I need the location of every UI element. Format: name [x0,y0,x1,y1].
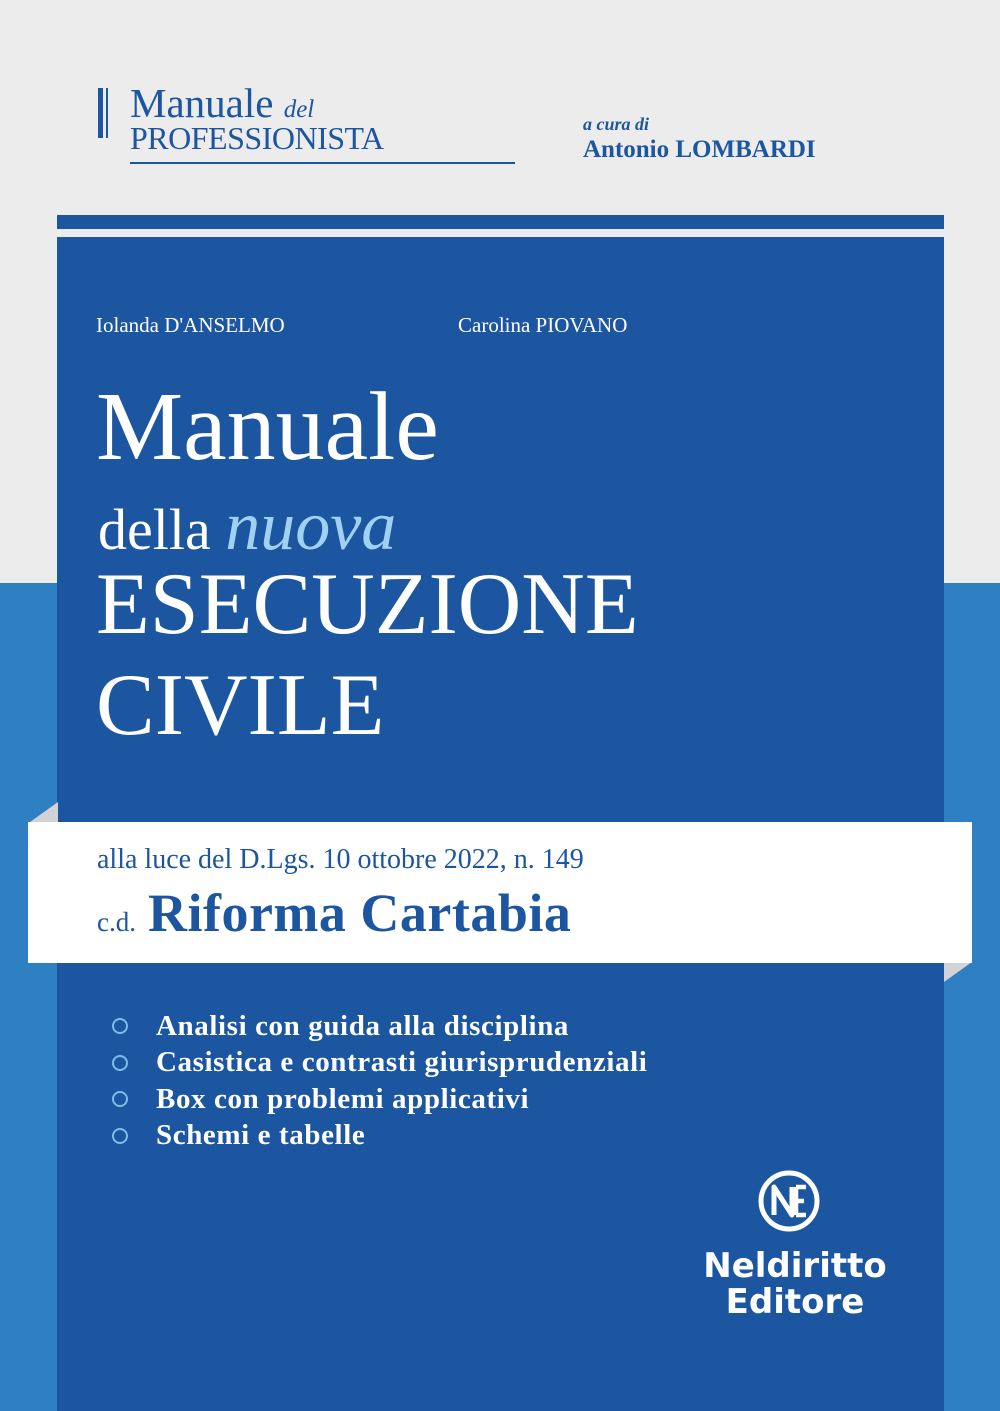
publisher-name-line2: Editore [725,1282,865,1322]
series-title-del: del [283,96,315,123]
title-della: della [98,497,211,562]
ribbon-fold-left [30,802,58,822]
ribbon-cd: c.d. [97,907,136,937]
feature-item [112,1081,647,1118]
title-line-esecuzione: ESECUZIONE [96,556,639,653]
author-1: Iolanda D'ANSELMO [96,313,285,337]
ribbon-decree-text: alla luce del D.Lgs. 10 ottobre 2022, n. 149 [97,844,584,875]
feature-item [112,1045,647,1082]
curator-block [583,113,816,165]
series-underline [130,162,515,164]
title-nuova: nuova [225,488,397,565]
subtitle-ribbon [28,822,972,963]
ribbon-reform-name: Riforma Cartabia [147,883,572,943]
feature-item [112,1008,647,1045]
bullet-icon [112,1128,128,1144]
publisher-logo [686,1170,906,1340]
title-line-della-nuova [98,488,397,565]
author-2: Carolina PIOVANO [458,313,628,337]
series-logo-bar [98,88,103,138]
series-subtitle: PROFESSIONISTA [130,120,384,156]
bullet-icon [112,1091,128,1107]
bullet-icon [112,1055,128,1071]
ribbon-fold-right [944,962,972,982]
curator-name: Antonio LOMBARDI [583,136,816,163]
ribbon-reform-line [97,882,571,944]
series-title-main: Manuale [130,80,274,126]
ne-monogram-icon [758,1170,820,1232]
feature-list [112,1008,647,1154]
feature-item [112,1118,647,1155]
feature-text: Schemi e tabelle [156,1119,366,1152]
feature-text: Box con problemi applicativi [156,1082,530,1115]
bullet-icon [112,1018,128,1034]
title-line-civile: CIVILE [96,657,385,754]
feature-text: Analisi con guida alla disciplina [156,1009,570,1042]
feature-text: Casistica e contrasti giurisprudenziali [156,1046,648,1079]
panel-top-rule [57,215,944,229]
title-line-manuale: Manuale [96,373,439,481]
series-logo-bar-thin [106,88,108,138]
publisher-name-line1: Neldiritto [703,1246,887,1286]
curator-label: a cura di [583,114,650,134]
publisher-name [686,1248,904,1320]
